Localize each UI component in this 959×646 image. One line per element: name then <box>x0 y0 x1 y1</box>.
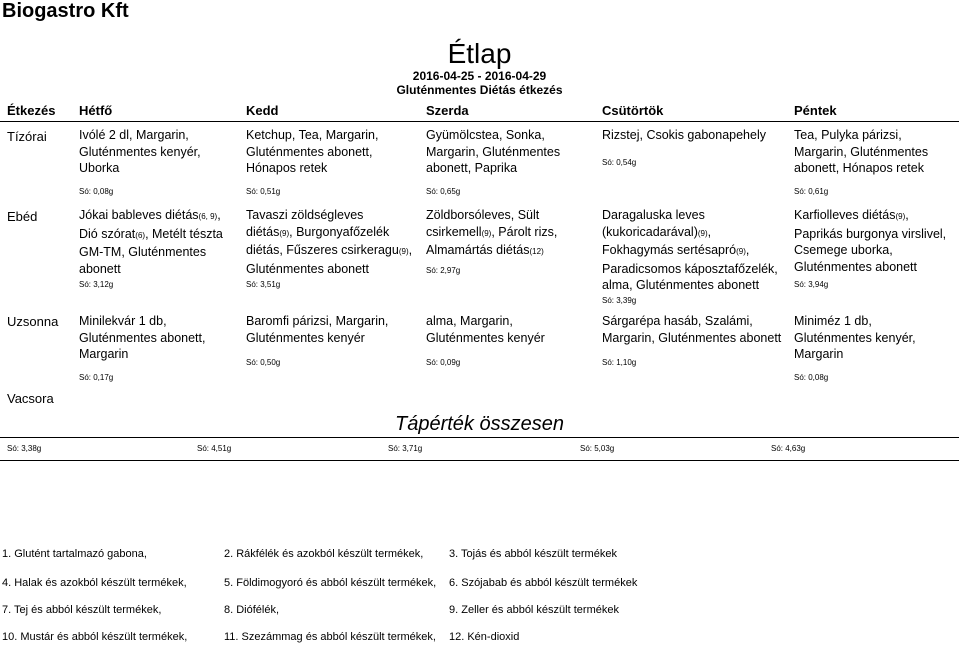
column-header-friday: Péntek <box>794 103 837 118</box>
salt-value: Só: 0,17g <box>79 373 114 382</box>
menu-cell-tizorai-tuesday: Ketchup, Tea, Margarin, Gluténmentes abonett, Hónapos retek <box>246 128 379 175</box>
menu-cell-tizorai-monday: Ivólé 2 dl, Margarin, Gluténmentes kenyér, Uborka <box>79 128 201 175</box>
menu-cell-uzsonna-wednesday: alma, Margarin, Gluténmentes kenyér <box>426 314 545 345</box>
salt-value: Só: 0,61g <box>794 187 829 196</box>
allergen-item: 4. Halak és azokból készült termékek, <box>2 577 187 589</box>
menu-cell-ebed-friday: Karfiolleves diétás(9), Paprikás burgonya virslivel, Csemege uborka, Gluténmentes abonett <box>794 208 947 274</box>
allergen-item: 1. Glutént tartalmazó gabona, <box>2 548 147 560</box>
salt-value: Só: 0,65g <box>426 187 461 196</box>
allergen-item: 5. Földimogyoró és abból készült termékek, <box>224 577 437 589</box>
allergen-item: 2. Rákfélék és azokból készült termékek, <box>224 548 424 560</box>
date-range: 2016-04-25 - 2016-04-29 <box>412 69 547 83</box>
page-title: Étlap <box>447 38 512 69</box>
meal-label-vacsora: Vacsora <box>7 391 54 406</box>
total-friday: Só: 4,63g <box>771 444 806 453</box>
allergen-item: 11. Szezámmag és abból készült termékek, <box>224 631 436 643</box>
salt-value: Só: 0,08g <box>794 373 829 382</box>
menu-cell-uzsonna-friday: Miniméz 1 db, Gluténmentes kenyér, Margarin <box>794 314 916 361</box>
salt-value: Só: 0,54g <box>602 158 637 167</box>
menu-cell-ebed-thursday: Daragaluska leves (kukoricadarával)(9), Fokhagymás sertésapró(9), Paradicsomos káposztafőzelék, alma, Gluténmentes abonett <box>602 208 778 292</box>
column-header-meal: Étkezés <box>7 103 56 118</box>
column-header-thursday: Csütörtök <box>602 103 664 118</box>
menu-cell-uzsonna-tuesday: Baromfi párizsi, Margarin, Gluténmentes kenyér <box>246 314 389 345</box>
salt-value: Só: 3,51g <box>246 280 281 289</box>
salt-value: Só: 2,97g <box>426 266 461 275</box>
total-thursday: Só: 5,03g <box>580 444 615 453</box>
column-header-wednesday: Szerda <box>426 103 469 118</box>
allergen-item: 10. Mustár és abból készült termékek, <box>2 631 188 643</box>
salt-value: Só: 0,08g <box>79 187 114 196</box>
menu-cell-ebed-monday: Jókai bableves diétás(6, 9), Dió szórat(6), Metélt tészta GM-TM, Gluténmentes abonett <box>79 208 223 276</box>
meal-label-tizorai: Tízórai <box>7 129 47 144</box>
meal-label-ebed: Ebéd <box>7 209 38 224</box>
summary-top-divider <box>0 437 959 438</box>
allergen-item: 12. Kén-dioxid <box>449 631 520 643</box>
menu-cell-ebed-wednesday: Zöldborsóleves, Sült csirkemell(9), Párolt rizs, Almamártás diétás(12) <box>426 208 558 257</box>
salt-value: Só: 1,10g <box>602 358 637 367</box>
salt-value: Só: 3,39g <box>602 296 637 305</box>
menu-cell-tizorai-wednesday: Gyümölcstea, Sonka, Margarin, Gluténmentes abonett, Paprika <box>426 128 561 175</box>
salt-value: Só: 0,50g <box>246 358 281 367</box>
salt-value: Só: 0,51g <box>246 187 281 196</box>
allergen-item: 7. Tej és abból készült termékek, <box>2 604 162 616</box>
company-name: Biogastro Kft <box>2 0 129 22</box>
summary-bottom-divider <box>0 460 959 461</box>
salt-value: Só: 3,94g <box>794 280 829 289</box>
menu-cell-tizorai-thursday: Rizstej, Csokis gabonapehely <box>602 128 766 142</box>
total-monday: Só: 3,38g <box>7 444 42 453</box>
summary-title: Tápérték összesen <box>395 413 564 435</box>
total-wednesday: Só: 3,71g <box>388 444 423 453</box>
allergen-item: 3. Tojás és abból készült termékek <box>449 548 617 560</box>
menu-cell-tizorai-friday: Tea, Pulyka párizsi, Margarin, Gluténmentes abonett, Hónapos retek <box>794 128 929 175</box>
total-tuesday: Só: 4,51g <box>197 444 232 453</box>
allergen-item: 8. Diófélék, <box>224 604 280 616</box>
salt-value: Só: 3,12g <box>79 280 114 289</box>
menu-cell-uzsonna-monday: Minilekvár 1 db, Gluténmentes abonett, Margarin <box>79 314 206 361</box>
column-header-tuesday: Kedd <box>246 103 279 118</box>
column-header-monday: Hétfő <box>79 103 113 118</box>
menu-cell-ebed-tuesday: Tavaszi zöldségleves diétás(9), Burgonyafőzelék diétás, Fűszeres csirkeragu(9), Gluténmentes abonett <box>246 208 413 276</box>
allergen-item: 9. Zeller és abból készült termékek <box>449 604 619 616</box>
allergen-item: 6. Szójabab és abból készült termékek <box>449 577 638 589</box>
meal-label-uzsonna: Uzsonna <box>7 314 59 329</box>
header-divider <box>0 121 959 122</box>
menu-cell-uzsonna-thursday: Sárgarépa hasáb, Szalámi, Margarin, Gluténmentes abonett <box>602 314 782 345</box>
menu-subtitle: Gluténmentes Diétás étkezés <box>396 83 563 97</box>
salt-value: Só: 0,09g <box>426 358 461 367</box>
